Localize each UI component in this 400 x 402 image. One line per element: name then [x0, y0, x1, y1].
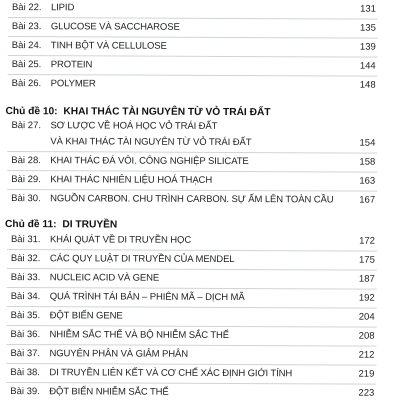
toc-entry-22: [0, 0, 400, 21]
toc-entry-33: [0, 270, 399, 291]
toc-entry-30: [0, 191, 399, 212]
page-number: 158: [359, 156, 376, 168]
page-number: 167: [359, 194, 376, 206]
toc-entry-26: [0, 76, 400, 97]
lesson-title: NHIỄM SẮC THỂ VÀ BỘ NHIỄM SẮC THỂ: [49, 329, 230, 342]
lesson-number: Bài 22.: [11, 2, 42, 14]
lesson-title: VÀ KHAI THÁC TÀI NGUYÊN TỪ VỎ TRÁI ĐẤT: [50, 136, 252, 149]
toc-entry-35: [0, 308, 399, 329]
lesson-title: ĐỘT BIẾN GENE: [49, 310, 123, 322]
chapter-label: Chủ đề 10:: [5, 106, 58, 118]
lesson-number: Bài 24.: [11, 40, 42, 52]
lesson-title: DI TRUYỀN LIÊN KẾT VÀ CƠ CHẾ XÁC ĐỊNH GIỚI TÍNH: [49, 367, 293, 380]
toc-entry-37: [0, 346, 398, 367]
toc-entry-36: [0, 327, 399, 348]
lesson-number: Bài 31.: [10, 234, 41, 246]
lesson-number: Bài 25.: [11, 59, 42, 71]
page-number: 163: [359, 175, 376, 187]
lesson-number: Bài 37.: [10, 348, 41, 360]
lesson-title: NGUYÊN PHÂN VÀ GIẢM PHÂN: [49, 348, 189, 360]
page-number: 192: [358, 292, 375, 304]
lesson-number: Bài 38.: [10, 367, 40, 379]
lesson-number: Bài 29.: [11, 174, 41, 186]
lesson-number: Bài 34.: [10, 291, 41, 303]
toc-entry-24: [0, 38, 400, 59]
page-number: 204: [358, 311, 375, 323]
toc-entry-38: [0, 365, 398, 386]
lesson-title: TINH BỘT VÀ CELLULOSE: [50, 40, 167, 52]
toc-entry-39: [0, 384, 398, 402]
toc-entry-31: [0, 232, 399, 253]
chapter-heading-11: [5, 219, 117, 230]
toc-entry-28: [0, 153, 399, 174]
lesson-title: ĐỘT BIẾN NHIỄM SẮC THỂ: [49, 386, 169, 398]
page-number: 208: [358, 330, 375, 342]
toc-entry-27-cont: [0, 134, 399, 155]
lesson-number: Bài 27.: [11, 120, 42, 132]
lesson-number: Bài 39.: [10, 386, 40, 398]
lesson-number: Bài 28.: [11, 155, 41, 167]
toc-entry-25: [0, 57, 400, 78]
chapter-label: Chủ đề 11:: [4, 219, 57, 231]
lesson-title: NUCLEIC ACID VÀ GENE: [49, 272, 160, 284]
lesson-number: Bài 30.: [11, 193, 41, 205]
lesson-title: CÁC QUY LUẬT DI TRUYỀN CỦA MENDEL: [49, 253, 235, 266]
lesson-number: Bài 32.: [10, 253, 41, 265]
page-number: 139: [359, 41, 376, 53]
page-number: 223: [358, 387, 375, 399]
lesson-title: LIPID: [50, 2, 75, 14]
lesson-number: Bài 33.: [10, 272, 41, 284]
page-number: 135: [359, 22, 376, 34]
chapter-title: DI TRUYỀN: [62, 219, 118, 231]
page-number: 131: [360, 3, 376, 15]
chapter-title: KHAI THÁC TÀI NGUYÊN TỪ VỎ TRÁI ĐẤT: [63, 106, 271, 119]
page-number: 219: [358, 368, 375, 380]
lesson-title: NGUỒN CARBON. CHU TRÌNH CARBON. SỰ ẤM LÊN TOÀN CẦU: [50, 193, 334, 206]
toc-entry-29: [0, 172, 399, 193]
lesson-title: GLUCOSE VÀ SACCHAROSE: [50, 21, 180, 33]
lesson-title: KHÁI QUÁT VỀ DI TRUYỀN HỌC: [49, 234, 192, 246]
lesson-title: SƠ LƯỢC VỀ HOÁ HỌC VỎ TRÁI ĐẤT: [50, 120, 218, 132]
page-number: 154: [359, 137, 376, 149]
lesson-title: PROTEIN: [50, 59, 93, 71]
chapter-heading-10: [5, 106, 270, 118]
page-number: 175: [358, 254, 375, 266]
toc-entry-23: [0, 19, 400, 40]
lesson-number: Bài 23.: [11, 21, 42, 33]
lesson-title: POLYMER: [50, 78, 96, 90]
lesson-title: KHAI THÁC NHIÊN LIỆU HOÁ THẠCH: [50, 174, 213, 186]
page-number: 172: [359, 235, 375, 247]
lesson-number: Bài 36.: [10, 329, 41, 341]
page-number: 187: [358, 273, 375, 285]
toc-entry-32: [0, 251, 399, 272]
lesson-title: KHAI THÁC ĐÁ VÔI. CÔNG NGHIỆP SILICATE: [50, 155, 249, 168]
lesson-number: Bài 35.: [10, 310, 41, 322]
page-number: 144: [359, 60, 376, 72]
lesson-title: QUÁ TRÌNH TÁI BẢN – PHIÊN MÃ – DỊCH MÃ: [49, 291, 245, 304]
lesson-number: Bài 26.: [11, 78, 42, 90]
page-number: 148: [359, 79, 376, 91]
page-number: 212: [358, 349, 375, 361]
toc-entry-34: [0, 289, 399, 310]
